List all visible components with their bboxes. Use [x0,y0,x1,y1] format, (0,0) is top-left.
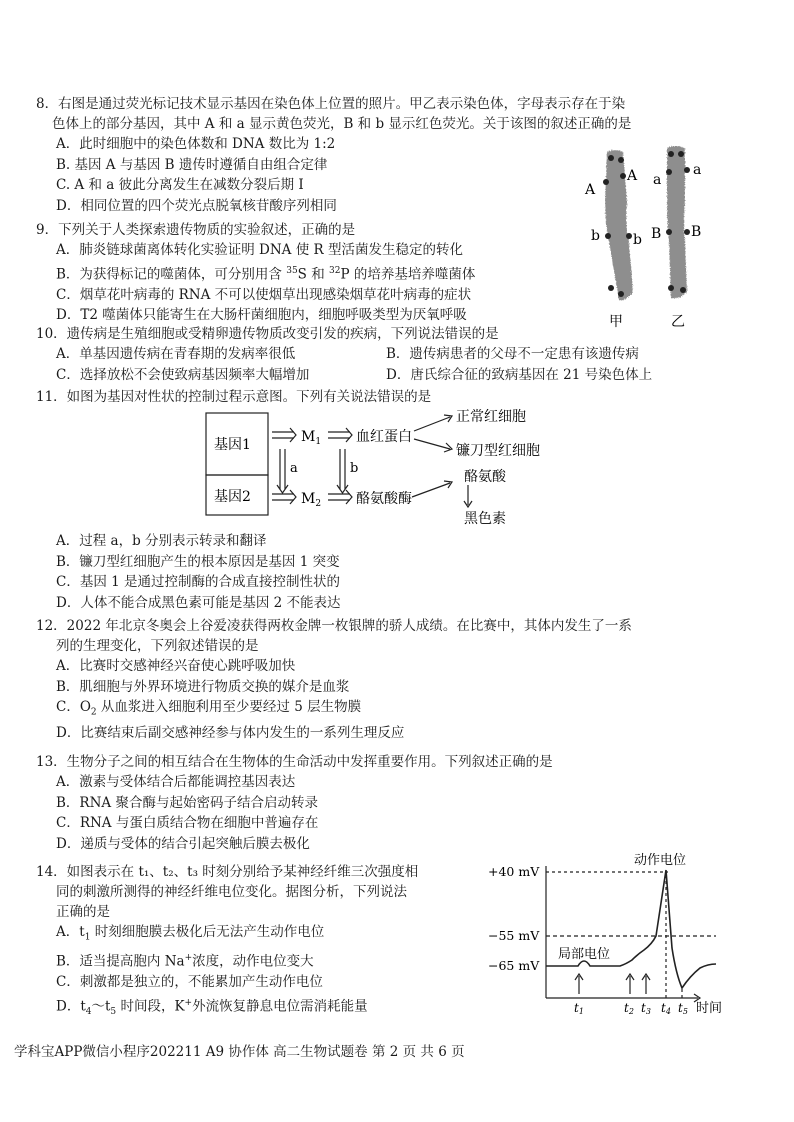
local-potential-label: 局部电位 [558,947,611,962]
fluorescent-dot [626,233,632,239]
q11-option-d: D．人体不能合成黑色素可能是基因 2 不能表达 [56,594,341,611]
membrane-potential-figure [486,848,736,1018]
fluorescent-dot [605,233,611,239]
q14-stem-line1: 14．如图表示在 t₁、t₂、t₃ 时刻分别给予某神经纤维三次强度相 [36,864,419,880]
tyrosinase-label: 酪氨酸酶 [356,491,412,507]
label-yi: 乙 [671,314,685,330]
q10-option-b: B．遗传病患者的父母不一定患有该遗传病 [386,346,639,362]
process-b-label: b [350,461,359,476]
fluorescent-dot [603,179,609,185]
question-10 [36,324,756,385]
q12-option-b: B．肌细胞与外界环境进行物质交换的媒介是血浆 [56,678,350,695]
time-axis-label: 时间 [696,1001,723,1016]
q14-stem-line2: 同的刺激所测得的神经纤维电位变化。据图分析，下列说法 [56,884,407,900]
q8-option-b: B. 基因 A 与基因 B 遗传时遵循自由组合定律 [56,156,328,173]
label-a-left: a [653,172,662,188]
hemoglobin-label: 血红蛋白 [356,429,412,445]
q10-option-d: D．唐氏综合征的致病基因在 21 号染色体上 [386,366,653,383]
fluorescent-dot [684,229,690,235]
fluorescent-dot [668,151,674,157]
m2-label: $M_2$ [301,491,322,509]
q12-option-a: A．比赛时交感神经兴奋使心跳呼吸加快 [56,658,296,674]
q9-option-d: D．T2 噬菌体只能寄生在大肠杆菌细胞内，细胞呼吸类型为厌氧呼吸 [56,307,467,323]
label-minus55: −55 mV [488,928,540,943]
q8-option-c: C. A 和 a 彼此分离发生在减数分裂后期 I [56,177,304,193]
fluorescent-dot [608,285,614,291]
process-a-label: a [290,461,298,476]
gene-control-figure [200,405,540,530]
chromosome-yi [667,146,687,298]
fluorescent-dot [678,151,684,157]
melanin-label: 黑色素 [464,511,506,527]
label-a-right: a [693,162,702,178]
q10-row2 [36,365,756,386]
q14-option-a: A．$t_1$ 时刻细胞膜去极化后无法产生动作电位 [56,924,325,943]
fluorescent-dot [666,169,672,175]
question-13 [36,752,756,854]
fluorescent-dot [618,157,624,163]
label-B-left: B [651,226,662,242]
label-A-left: A [585,182,596,198]
q11-option-c: C．基因 1 是通过控制酶的合成直接控制性状的 [56,574,341,590]
fluorescent-dot [684,167,690,173]
label-B-right: B [691,224,702,240]
q11-option-a: A．过程 a，b 分别表示转录和翻译 [56,533,267,549]
label-minus65: −65 mV [488,958,540,973]
normal-rbc-label: 正常红细胞 [456,409,526,425]
q10-stem: 10．遗传病是生殖细胞或受精卵遗传物质改变引发的疾病，下列说法错误的是 [36,326,499,342]
q13-stem: 13．生物分子之间的相互结合在生物体的生命活动中发挥重要作用。下列叙述正确的是 [36,754,553,770]
t2-label: t2 [624,1001,634,1016]
potential-curve [546,870,716,988]
fluorescent-dot [680,287,686,293]
question-14 [36,862,496,1022]
q9-stem: 9．下列关于人类探索遗传物质的实验叙述，正确的是 [36,222,356,238]
label-A-right: A [627,168,638,184]
t3-label: t3 [641,1001,651,1016]
q13-option-b: B．RNA 聚合酶与起始密码子结合启动转录 [56,794,318,811]
action-potential-label: 动作电位 [634,853,687,868]
m1-label: $M_1$ [301,429,322,447]
q8-option-d: D．相同位置的四个荧光点脱氧核苷酸序列相同 [56,197,337,214]
question-11-options [36,531,756,613]
q9-option-a: A．肺炎链球菌离体转化实验证明 DNA 使 R 型活菌发生稳定的转化 [56,242,463,258]
q12-stem-line2: 列的生理变化，下列叙述错误的是 [56,638,259,654]
t5-label: t5 [678,1001,688,1016]
q9-option-b: B．为获得标记的噬菌体，可分别用含 $^{35}$S 和 $^{32}$P 的培养基培养噬菌体 [56,265,476,282]
label-b-right: b [633,232,642,248]
q8-option-a: A．此时细胞中的染色体数和 DNA 数比为 1:2 [56,136,336,152]
q13-option-d: D．递质与受体的结合引起突触后膜去极化 [56,835,310,852]
q14-option-b: B．适当提高胞内 Na+浓度，动作电位变大 [56,953,314,970]
q14-stem-line3: 正确的是 [56,904,110,920]
gene1-label: 基因1 [214,437,251,453]
q13-option-a: A．激素与受体结合后都能调控基因表达 [56,774,296,790]
fluorescent-dot [666,229,672,235]
t1-label: t1 [574,1001,584,1016]
q13-option-c: C．RNA 与蛋白质结合物在细胞中普遍存在 [56,815,319,831]
q11-option-b: B．镰刀型红细胞产生的根本原因是基因 1 突变 [56,553,340,570]
t4-label: t4 [661,1001,671,1016]
q8-stem-line2: 色体上的部分基因，其中 A 和 a 显示黄色荧光，B 和 b 显示红色荧光。关于该图的叙述正确的是 [52,116,632,132]
tyrosine-label: 酪氨酸 [464,469,506,485]
fluorescent-dot [620,173,626,179]
q12-option-c: C．$O_2$ 从血浆进入细胞利用至少要经过 5 层生物膜 [56,699,362,718]
q9-option-c: C．烟草花叶病毒的 RNA 不可以使烟草出现感染烟草花叶病毒的症状 [56,286,472,303]
page-footer: 学科宝APP微信小程序202211 A9 协作体 高二生物试题卷 第 2 页 共 6 页 [14,1044,465,1060]
chromosome-figure [575,142,725,332]
sickle-rbc-label: 镰刀型红细胞 [456,443,540,459]
q14-option-d: D．$t_4\sim t_5$ 时间段，K+外流恢复静息电位需消耗能量 [56,997,368,1017]
q10-option-c: C．选择放松不会使致病基因频率大幅增加 [56,366,310,383]
label-plus40: +40 mV [488,864,540,879]
fluorescent-dot [668,285,674,291]
q14-option-c: C．刺激都是独立的，不能累加产生动作电位 [56,974,323,991]
gene2-label: 基因2 [214,489,251,505]
question-11 [36,387,756,407]
fluorescent-dot [618,291,624,297]
label-jia: 甲 [609,314,623,330]
question-12 [36,616,756,744]
label-b-left: b [591,228,600,244]
q10-row1 [36,344,756,365]
q10-option-a: A．单基因遗传病在青春期的发病率很低 [56,346,296,362]
q12-option-d: D．比赛结束后副交感神经参与体内发生的一系列生理反应 [56,725,405,742]
fluorescent-dot [608,155,614,161]
q12-stem-line1: 12．2022 年北京冬奥会上谷爱凌获得两枚金牌一枚银牌的骄人成绩。在比赛中，其体内发生了一系 [36,618,632,634]
q8-stem-line1: 8．右图是通过荧光标记技术显示基因在染色体上位置的照片。甲乙表示染色体，字母表示存在于染 [36,96,626,112]
q11-stem: 11．如图为基因对性状的控制过程示意图。下列有关说法错误的是 [36,389,432,405]
